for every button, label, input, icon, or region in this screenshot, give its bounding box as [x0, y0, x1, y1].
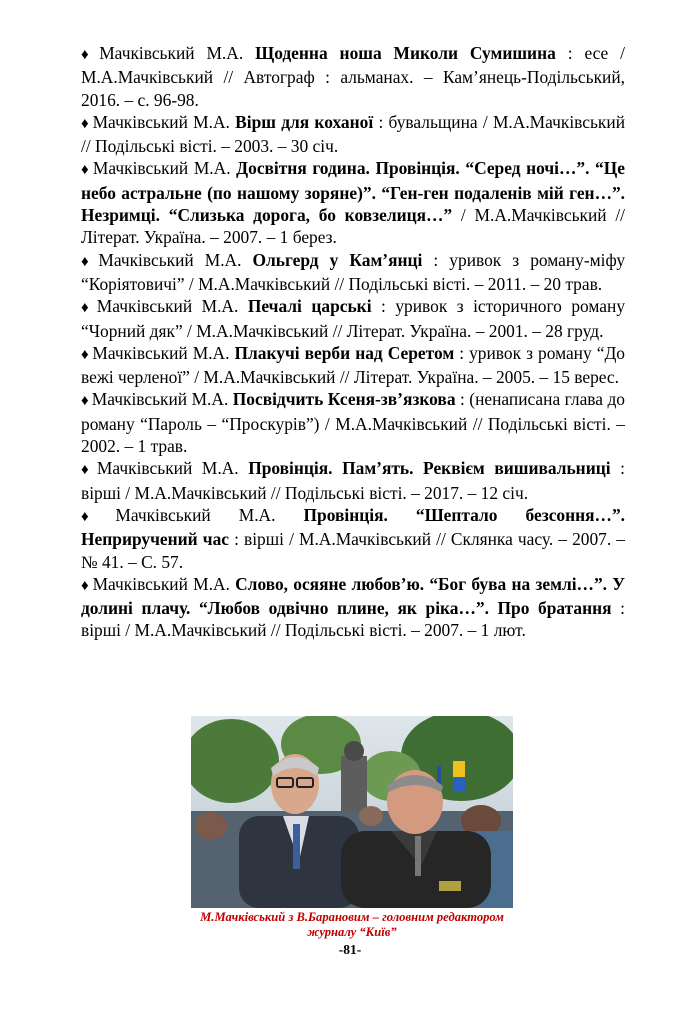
entry-text: Мачківський М.А.: [99, 43, 256, 63]
entry-title: Щоденна ноша Миколи Сумишина: [255, 43, 556, 63]
entry-title: Вірш для коханої: [235, 111, 374, 132]
diamond-bullet-icon: ♦: [81, 300, 94, 317]
diamond-bullet-icon: ♦: [81, 393, 89, 410]
entry-text: Мачківський М.А.: [92, 158, 237, 179]
diamond-bullet-icon: ♦: [81, 115, 90, 132]
entry-text: Мачківський М.А.: [92, 573, 236, 594]
page-number: -81-: [338, 942, 362, 957]
entry-title: Печалі царські: [247, 296, 372, 317]
diamond-bullet-icon: ♦: [81, 253, 96, 270]
bibliography-entry: [81, 157, 625, 248]
entry-text: Мачківський М.А.: [115, 504, 304, 525]
entry-title: Досвітня година. Провінція. “Серед ночі…”. “Це небо астральне (по нашому зоряне)”. “Ген-ген подаленів мій ген…”. Незримці. “Слизька дорога, бо ковзелиця…”: [81, 158, 625, 226]
diamond-bullet-icon: ♦: [81, 508, 113, 525]
entry-text: Мачківський М.А.: [92, 342, 235, 363]
entry-text: Мачківський М.А.: [96, 296, 248, 317]
entry-title: Провінція. “Шептало безсоння…”. Неприручений час: [81, 504, 625, 550]
diamond-bullet-icon: ♦: [81, 47, 97, 63]
bibliography-entry: [81, 457, 625, 504]
bibliography-entry: [81, 573, 625, 642]
entry-text: : (ненаписана глава до роману “Пароль – “Проскурів”) / М.А.Мачківський // Подільські вісті. – 2002. – 1 трав.: [81, 389, 625, 457]
bibliography-entry: [81, 342, 625, 389]
entry-text: : уривок з історичного роману “Чорний дяк” / М.А.Мачківський // Літерат. Україна. – 2001. – 28 груд.: [81, 296, 626, 341]
bibliography-entry: [81, 111, 625, 158]
entry-text: : вірші / М.А.Мачківський // Подільські вісті. – 2007. – 1 лют.: [81, 598, 625, 641]
bibliography-entry: [81, 295, 625, 342]
entry-text: Мачківський М.А.: [91, 389, 233, 410]
entry-title: Ольгерд у Кам’янці: [252, 249, 423, 270]
entry-text: Мачківський М.А.: [92, 111, 236, 132]
entry-text: : бувальщина / М.А.Мачківський // Подільські вісті. – 2003. – 30 січ.: [81, 111, 625, 157]
photo-caption: [150, 910, 554, 940]
entry-text: : вірші / М.А.Мачківський // Подільські вісті. – 2017. – 12 січ.: [81, 458, 626, 503]
entry-text: Мачківський М.А.: [98, 249, 253, 270]
diamond-bullet-icon: ♦: [81, 162, 90, 179]
entry-text: : уривок з роману “До вежі черленої” / М.А.Мачківський // Літерат. Україна. – 2005. – 15 верес.: [81, 342, 625, 388]
entry-text: : есе / М.А.Мачківський // Автограф : альманах. – Кам’янець-Подільський, 2016. – с. 96-98.: [81, 43, 625, 110]
diamond-bullet-icon: ♦: [81, 462, 94, 479]
bibliography-list: [81, 42, 625, 642]
entry-title: Провінція. Пам’ять. Реквієм вишивальниці: [248, 458, 611, 479]
entry-title: Посвідчить Ксеня-зв’язкова: [232, 389, 456, 410]
bibliography-entry: [81, 249, 625, 296]
entry-text: : вірші / М.А.Мачківський // Склянка часу. – 2007. – № 41. – С. 57.: [81, 529, 625, 572]
entry-text: / М.А.Мачківський // Літерат. Україна. – 2007. – 1 берез.: [81, 205, 626, 248]
bibliography-entry: [81, 388, 625, 457]
entry-text: : уривок з роману-міфу “Коріятовичі” / М.А.Мачківський // Подільські вісті. – 2011. – 20 трав.: [81, 249, 626, 294]
photo-caption-line-1: М.Мачківський з В.Барановим – головним редактором: [200, 910, 504, 924]
diamond-bullet-icon: ♦: [81, 577, 90, 594]
diamond-bullet-icon: ♦: [81, 346, 90, 363]
entry-title: Плакучі верби над Серетом: [234, 342, 455, 363]
photo-illustration: [191, 716, 513, 908]
bibliography-entry: [81, 42, 625, 111]
photo-caption-line-2: журналу “Київ”: [307, 925, 397, 939]
entry-text: Мачківський М.А.: [96, 458, 249, 479]
photo: [191, 716, 513, 908]
entry-title: Слово, осяяне любов’ю. “Бог бува на землі…”. У долині плачу. “Любов одвічно плине, як ріка…”. Про братання: [81, 573, 626, 619]
bibliography-entry: [81, 504, 625, 573]
